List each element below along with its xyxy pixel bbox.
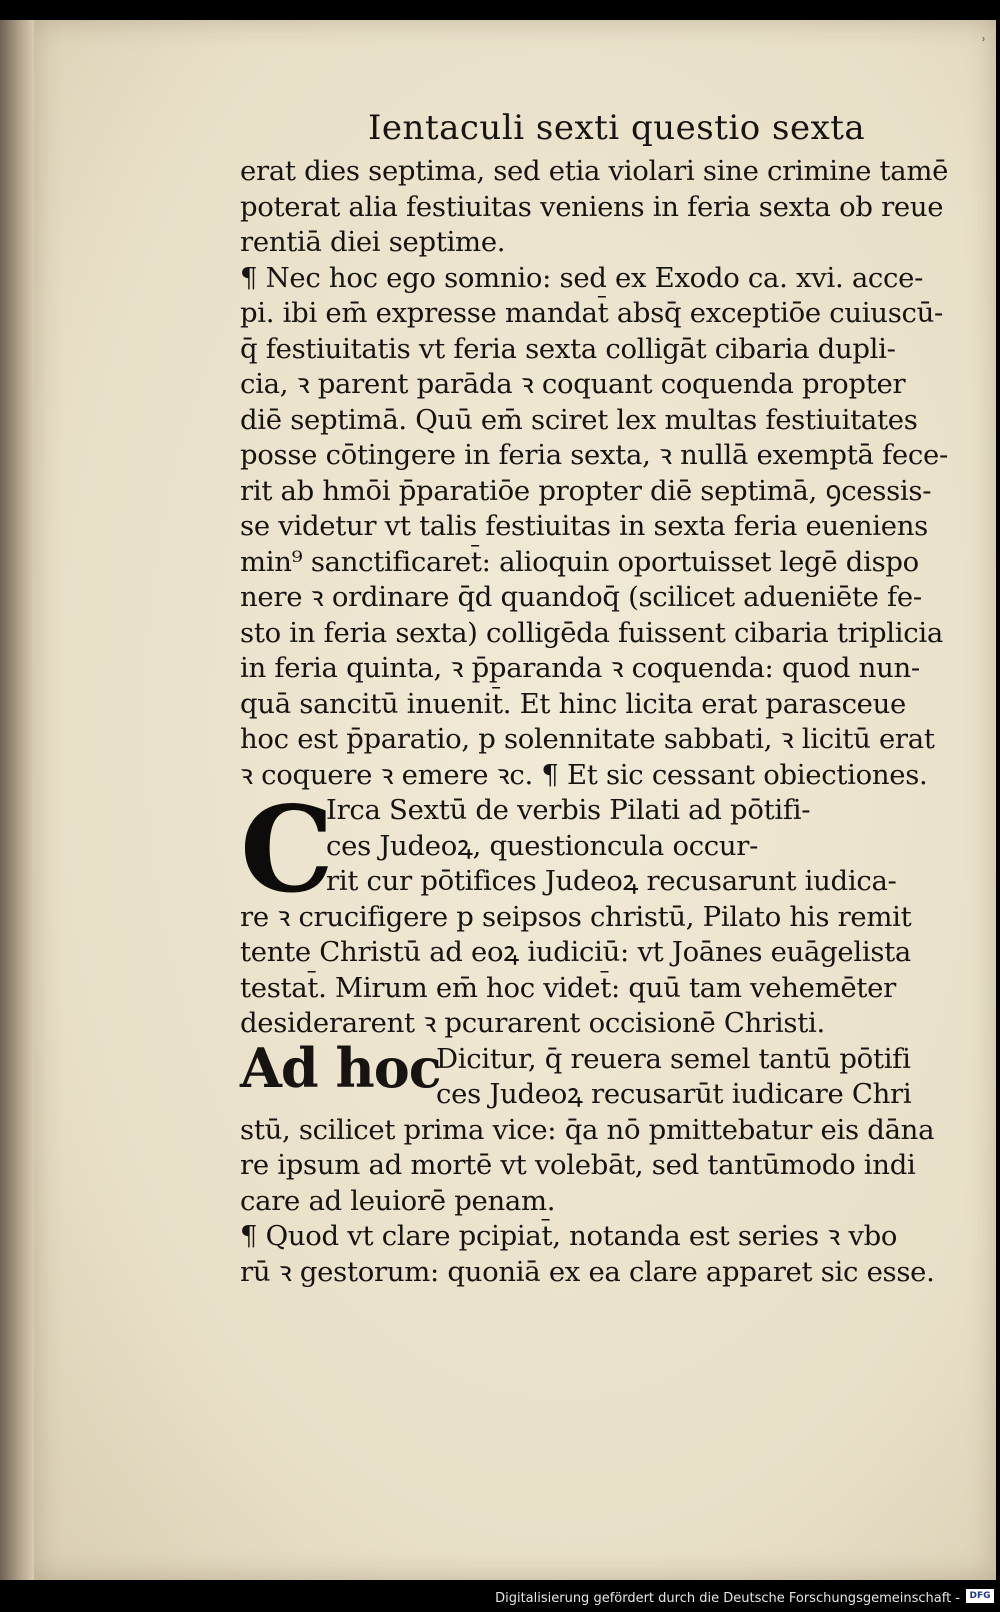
text-line: min⁹ sanctificaret̄: alioquin oportuisset legē dispo [240, 545, 919, 578]
text-line: tente Christū ad eoꝝ iudiciū: vt Joānes euāgelista [240, 936, 911, 968]
text-line: re ipsum ad mortē vt volebāt, sed tantūmodo indi [240, 1149, 916, 1181]
text-line: in feria quinta, ꝛ p̄paranda ꝛ coquenda: quod nun- [240, 652, 920, 684]
paragraph-top [240, 154, 970, 793]
text-line: nere ꝛ ordinare q̄d quandoq̄ (scilicet adueniēte fe- [240, 581, 922, 613]
text-line: quā sancitū inuenit̄. Et hinc licita erat parasceue [240, 687, 907, 720]
text-line: q̄ festiuitatis vt feria sexta colligāt cibaria dupli- [240, 332, 896, 365]
text-line: ¶ Nec hoc ego somnio: sed ex Exodo ca. xvi. acce- [240, 261, 924, 294]
book-binding-edge [0, 20, 34, 1580]
text-line: rit ab hmōi p̄paratiōe propter diē septimā, ꝯcessis- [240, 474, 932, 507]
text-line: Dicitur, q̄ reuera semel tantū pōtifi [436, 1042, 911, 1075]
text-line: testat̄. Mirum em̄ hoc videt̄: quū tam vehemēter [240, 971, 896, 1004]
text-line: cia, ꝛ parent parāda ꝛ coquant coquenda propter [240, 368, 906, 400]
text-line: poterat alia festiuitas veniens in feria sexta ob reue [240, 190, 944, 223]
text-line: rentiā diei septime. [240, 226, 506, 258]
text-line: erat dies septima, sed etia violari sine crimine tamē [240, 155, 949, 187]
text-line: se videtur vt talis festiuitas in sexta feria eueniens [240, 510, 928, 542]
text-line: care ad leuiorē penam. [240, 1184, 556, 1217]
paragraph-ad-hoc [240, 1035, 970, 1291]
text-line: diē septimā. Quū em̄ sciret lex multas festiuitates [240, 403, 918, 436]
decorated-initial-c: C [240, 780, 334, 919]
text-line: re ꝛ crucifigere p seipsos christū, Pilato his remit [240, 900, 912, 933]
text-line: pi. ibi em̄ expresse mandat̄ absq̄ exceptiōe cuiuscū- [240, 297, 944, 329]
text-line: rū ꝛ gestorum: quoniā ex ea clare apparet sic esse. [240, 1255, 935, 1288]
text-line: Irca Sextū de verbis Pilati ad pōtifi- [326, 794, 811, 826]
dfg-logo: DFG [966, 1589, 994, 1603]
text-line: ꝛ coquere ꝛ emere ꝛc. ¶ Et sic cessant obiectiones. [240, 758, 928, 791]
paragraph-circa [240, 780, 970, 1042]
text-line: sto in feria sexta) colligēda fuissent cibaria triplicia [240, 616, 943, 649]
text-line: rit cur pōtifices Judeoꝝ recusarunt iudica- [326, 865, 897, 897]
text-line: ces Judeoꝝ, questioncula occur- [326, 829, 759, 862]
text-line: ¶ Quod vt clare pcipiat̄, notanda est series ꝛ vbo [240, 1220, 898, 1252]
text-line: ces Judeoꝝ recusarūt iudicare Chri [436, 1078, 912, 1110]
book-page [34, 20, 996, 1580]
ad-hoc-heading: Ad hoc [240, 1035, 441, 1100]
text-line: stū, scilicet prima vice: q̄a nō pmittebatur eis dāna [240, 1113, 935, 1146]
text-line: desiderarent ꝛ pcurarent occisionē Christi. [240, 1007, 825, 1039]
text-line: posse cōtingere in feria sexta, ꝛ nullā exemptā fece- [240, 439, 948, 471]
text-block [240, 108, 970, 1290]
text-line: hoc est p̄paratio, p solennitate sabbati, ꝛ licitū erat [240, 723, 935, 755]
folio-mark: ʾ [981, 36, 986, 52]
digitization-credit: Digitalisierung gefördert durch die Deutsche Forschungsgemeinschaft - [495, 1591, 960, 1606]
running-head: Ientaculi sexti questio sexta [368, 108, 866, 148]
footer-bar [0, 1580, 1000, 1612]
